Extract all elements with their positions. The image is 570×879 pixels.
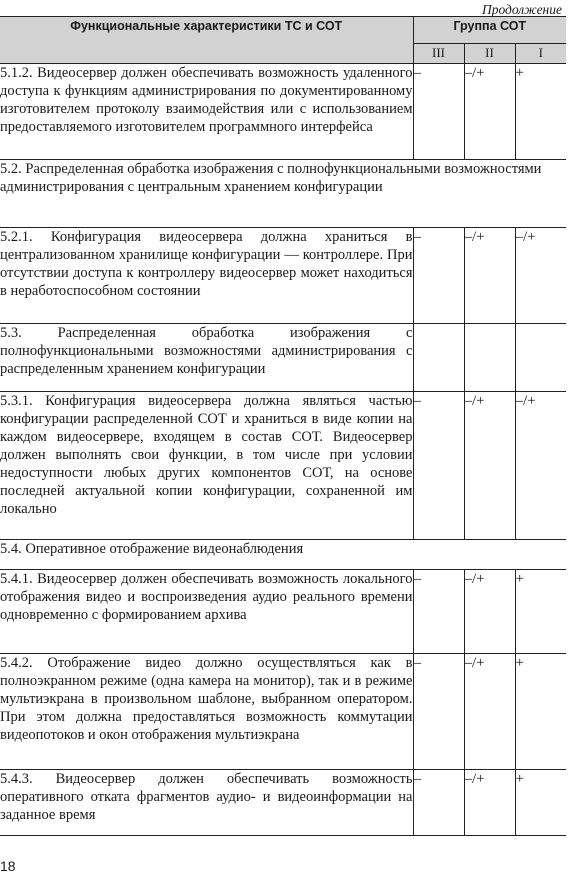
group-iii-mark [413, 324, 464, 392]
group-iii-mark: – [413, 228, 464, 324]
subsection-title: 5.3. Распределенная обработка изображения с полнофункциональными возможностями администрирования с распределенным хранением конфигурации [0, 324, 413, 392]
group-ii-mark: –/+ [464, 392, 515, 540]
section-row [0, 540, 566, 570]
table-row [0, 570, 566, 654]
table-row [0, 228, 566, 324]
group-i-mark [515, 324, 566, 392]
column-header-group-i: I [515, 43, 566, 63]
column-header-group-iii: III [413, 43, 464, 63]
group-i-mark: + [515, 64, 566, 160]
column-header-group-ii: II [464, 43, 515, 63]
section-title: 5.2. Распределенная обработка изображения с полнофункциональными возможностями администрирования с центральным хранением конфигурации [0, 160, 566, 228]
group-iii-mark: – [413, 64, 464, 160]
group-ii-mark: –/+ [464, 64, 515, 160]
requirement-text: 5.2.1. Конфигурация видеосервера должна храниться в централизованном хранилище конфигурации — контроллере. При отсутствии доступа к контроллеру видеосервер может находиться в неработоспособном состоянии [0, 228, 413, 324]
group-iii-mark: – [413, 770, 464, 836]
group-i-mark: + [515, 770, 566, 836]
table-row [0, 64, 566, 160]
group-i-mark: + [515, 570, 566, 654]
table-row [0, 770, 566, 836]
continuation-label: Продолжение [481, 2, 562, 17]
section-row [0, 160, 566, 228]
group-iii-mark: – [413, 570, 464, 654]
group-ii-mark: –/+ [464, 570, 515, 654]
section-title: 5.4. Оперативное отображение видеонаблюдения [0, 540, 566, 570]
table-row [0, 654, 566, 770]
group-ii-mark: –/+ [464, 654, 515, 770]
requirement-text: 5.1.2. Видеосервер должен обеспечивать возможность удаленного доступа к функциям администрирования по документированному изготовителем протоколу взаимодействия или с использованием предоставляемого изготовителем программного интерфейса [0, 64, 413, 160]
group-iii-mark: – [413, 654, 464, 770]
group-iii-mark: – [413, 392, 464, 540]
group-i-mark: –/+ [515, 392, 566, 540]
group-i-mark: + [515, 654, 566, 770]
column-header-group: Группа СОТ [413, 17, 566, 44]
table-row [0, 324, 566, 392]
page-number: 18 [0, 858, 16, 874]
requirement-text: 5.4.1. Видеосервер должен обеспечивать возможность локального отображения видео и воспроизведения аудио реального времени одновременно с формированием архива [0, 570, 413, 654]
group-ii-mark: –/+ [464, 228, 515, 324]
group-i-mark: –/+ [515, 228, 566, 324]
requirements-table [0, 16, 566, 836]
column-header-characteristics: Функциональные характеристики ТС и СОТ [0, 17, 413, 64]
group-ii-mark: –/+ [464, 770, 515, 836]
requirement-text: 5.4.3. Видеосервер должен обеспечивать возможность оперативного отката фрагментов аудио- и видеоинформации на заданное время [0, 770, 413, 836]
table-row [0, 392, 566, 540]
requirement-text: 5.4.2. Отображение видео должно осуществляться как в полноэкранном режиме (одна камера на монитор), так и в режиме мультиэкрана в произвольном шаблоне, выбранном оператором. При этом должна предоставляться возможность коммутации видеопотоков и окон отображения мультиэкрана [0, 654, 413, 770]
requirement-text: 5.3.1. Конфигурация видеосервера должна являться частью конфигурации распределенной СОТ и храниться в виде копии на каждом видеосервере, входящем в состав СОТ. Видеосервер должен выполнять свои функции, в том числе при условии недоступности любых других компонентов СОТ, на основе последней актуальной копии конфигурации, сохраненной им локально [0, 392, 413, 540]
group-ii-mark [464, 324, 515, 392]
